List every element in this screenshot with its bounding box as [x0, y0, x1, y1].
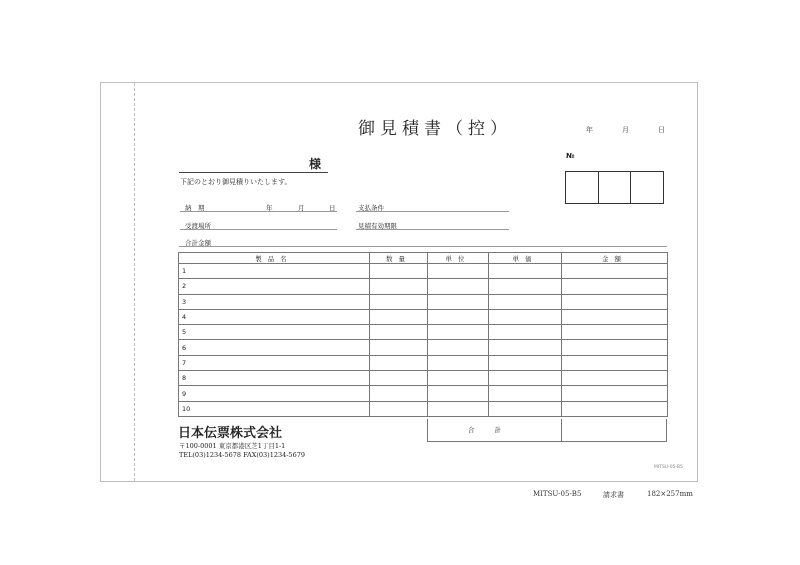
total-row [427, 419, 667, 442]
delivery-date-field[interactable] [180, 202, 337, 212]
total-label: 合計 [428, 419, 562, 441]
quantity-cell[interactable] [370, 401, 428, 416]
perforation-line [134, 83, 135, 481]
unit-cell[interactable] [428, 340, 489, 355]
total-amount-line[interactable] [179, 246, 667, 247]
delivery-place-label: 受渡場所 [185, 222, 211, 230]
date-month-label: 月 [622, 126, 629, 134]
unit-price-cell[interactable] [489, 264, 562, 279]
row-number-cell[interactable]: 6 [179, 340, 370, 355]
footer-form-code: MITSU-05-B5 [533, 490, 582, 498]
row-number-cell[interactable]: 10 [179, 401, 370, 416]
date-day-label: 日 [658, 126, 665, 134]
col-header-product: 製品名 [179, 253, 370, 264]
col-header-quantity: 数量 [370, 253, 428, 264]
amount-cell[interactable] [562, 279, 668, 294]
amount-cell[interactable] [562, 294, 668, 309]
unit-price-cell[interactable] [489, 325, 562, 340]
table-row [179, 340, 668, 355]
total-amount-cell[interactable] [562, 419, 666, 441]
table-row [179, 309, 668, 324]
amount-cell[interactable] [562, 309, 668, 324]
unit-cell[interactable] [428, 325, 489, 340]
quantity-cell[interactable] [370, 371, 428, 386]
table-row [179, 401, 668, 416]
delivery-year-label: 年 [266, 204, 273, 212]
table-row [179, 325, 668, 340]
table-row [179, 355, 668, 370]
payment-terms-label: 支払条件 [358, 204, 384, 212]
unit-price-cell[interactable] [489, 309, 562, 324]
items-table [178, 252, 668, 417]
col-header-unit: 単位 [428, 253, 489, 264]
validity-period-field[interactable] [356, 220, 509, 230]
stamp-box[interactable] [566, 172, 599, 203]
amount-cell[interactable] [562, 264, 668, 279]
total-amount-label: 合計金額 [185, 239, 211, 247]
amount-cell[interactable] [562, 401, 668, 416]
table-row [179, 294, 668, 309]
unit-cell[interactable] [428, 401, 489, 416]
footer-form-size: 182×257mm [647, 490, 693, 498]
company-phone: TEL(03)1234-5678 FAX(03)1234-5679 [179, 451, 305, 459]
quantity-cell[interactable] [370, 309, 428, 324]
table-row [179, 371, 668, 386]
unit-price-cell[interactable] [489, 371, 562, 386]
quantity-cell[interactable] [370, 355, 428, 370]
stamp-box[interactable] [599, 172, 632, 203]
form-code-inner: MITSU-05-B5 [654, 465, 683, 470]
amount-cell[interactable] [562, 325, 668, 340]
row-number-cell[interactable]: 9 [179, 386, 370, 401]
row-number-cell[interactable]: 4 [179, 309, 370, 324]
row-number-cell[interactable]: 8 [179, 371, 370, 386]
amount-cell[interactable] [562, 340, 668, 355]
amount-cell[interactable] [562, 371, 668, 386]
intro-text: 下記のとおり御見積りいたします。 [180, 178, 292, 186]
table-row [179, 264, 668, 279]
payment-terms-field[interactable] [356, 202, 509, 212]
quantity-cell[interactable] [370, 340, 428, 355]
estimate-form-sheet [100, 82, 698, 482]
footer-form-type: 請求書 [603, 491, 624, 499]
delivery-day-label: 日 [329, 204, 336, 212]
company-address: 〒100-0001 東京都港区芝1丁目1-1 [179, 442, 286, 450]
stamp-box[interactable] [631, 172, 663, 203]
unit-cell[interactable] [428, 279, 489, 294]
col-header-amount: 金額 [562, 253, 668, 264]
quantity-cell[interactable] [370, 386, 428, 401]
unit-price-cell[interactable] [489, 401, 562, 416]
amount-cell[interactable] [562, 355, 668, 370]
table-row [179, 279, 668, 294]
unit-price-cell[interactable] [489, 355, 562, 370]
amount-cell[interactable] [562, 386, 668, 401]
quantity-cell[interactable] [370, 264, 428, 279]
validity-period-label: 見積有効期限 [358, 222, 397, 230]
quantity-cell[interactable] [370, 294, 428, 309]
delivery-month-label: 月 [298, 204, 305, 212]
quantity-cell[interactable] [370, 279, 428, 294]
unit-cell[interactable] [428, 294, 489, 309]
unit-price-cell[interactable] [489, 340, 562, 355]
number-label: № [566, 152, 575, 160]
stamp-boxes [565, 171, 664, 204]
row-number-cell[interactable]: 5 [179, 325, 370, 340]
unit-cell[interactable] [428, 386, 489, 401]
row-number-cell[interactable]: 7 [179, 355, 370, 370]
company-name: 日本伝票株式会社 [178, 426, 283, 441]
delivery-label: 納 期 [185, 204, 205, 212]
honorific-label: 様 [309, 157, 322, 171]
unit-price-cell[interactable] [489, 279, 562, 294]
unit-cell[interactable] [428, 371, 489, 386]
unit-cell[interactable] [428, 355, 489, 370]
row-number-cell[interactable]: 3 [179, 294, 370, 309]
unit-price-cell[interactable] [489, 294, 562, 309]
unit-cell[interactable] [428, 309, 489, 324]
table-row [179, 386, 668, 401]
date-year-label: 年 [586, 126, 593, 134]
recipient-name-line[interactable] [179, 172, 328, 173]
col-header-unit-price: 単価 [489, 253, 562, 264]
items-header-row [179, 253, 668, 264]
row-number-cell[interactable]: 2 [179, 279, 370, 294]
row-number-cell[interactable]: 1 [179, 264, 370, 279]
form-title: 御見積書（控） [358, 119, 512, 139]
delivery-place-field[interactable] [180, 220, 337, 230]
quantity-cell[interactable] [370, 325, 428, 340]
unit-cell[interactable] [428, 264, 489, 279]
unit-price-cell[interactable] [489, 386, 562, 401]
